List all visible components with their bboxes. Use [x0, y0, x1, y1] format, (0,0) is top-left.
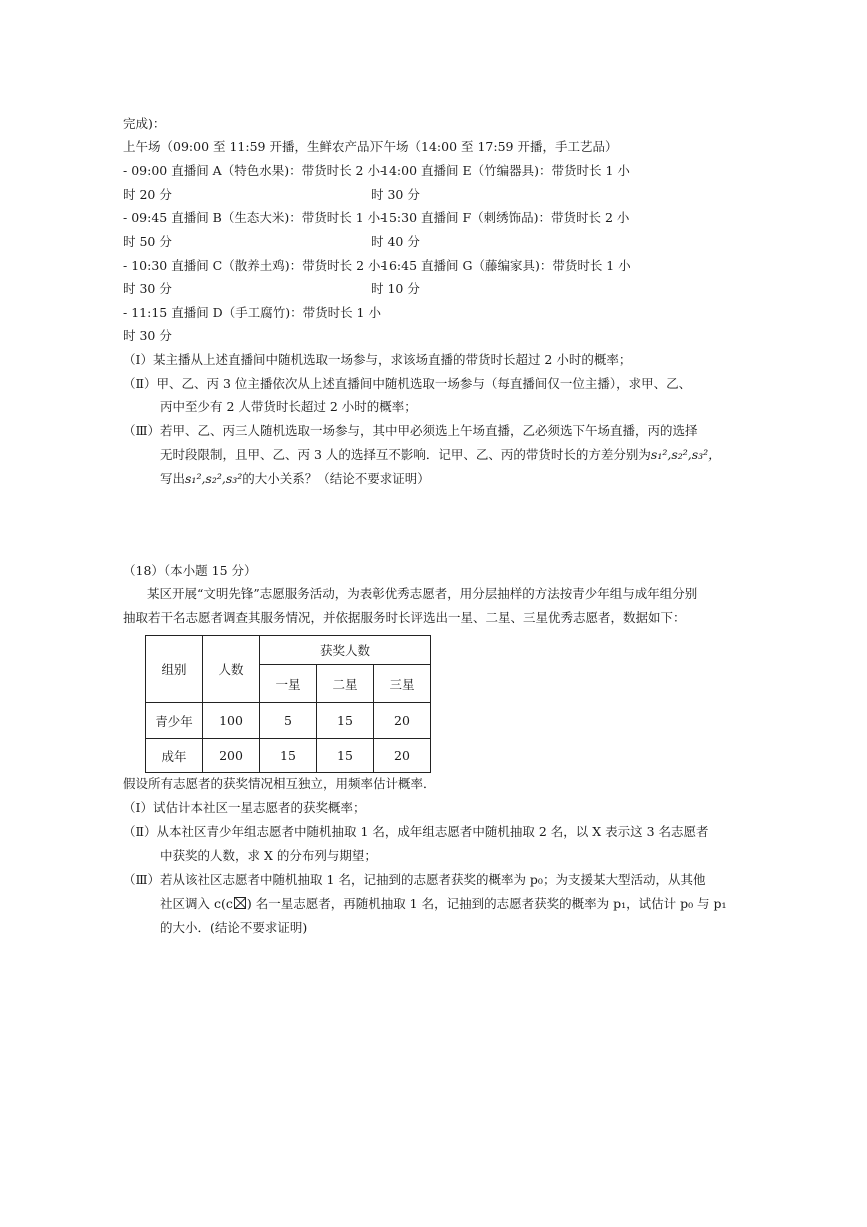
missing-symbol-icon [234, 897, 246, 909]
q17-part1: （Ⅰ）某主播从上述直播间中随机选取一场参与，求该场直播的带货时长超过 2 小时的概率； [123, 352, 632, 367]
schedule-b2-1: 时 40 分 [371, 234, 420, 249]
q18-part3-line2 [160, 896, 727, 912]
schedule-a-1: - 09:45 直播间 B（生态大米)：带货时长 1 小- [123, 210, 385, 225]
schedule-a2-2: 时 30 分 [123, 281, 172, 296]
schedule-b-1: 15:30 直播间 F（刺绣饰品)：带货时长 2 小 [381, 210, 630, 225]
header-award: 获奖人数 [260, 636, 431, 665]
cell-count: 100 [203, 703, 260, 739]
cell-star2: 15 [317, 703, 374, 739]
morning-header: 上午场（09:00 至 11:59 开播，生鲜农产品） [123, 139, 382, 154]
cell-group: 成年 [146, 739, 203, 773]
q17-part2-line2: 丙中至少有 2 人带货时长超过 2 小时的概率； [160, 399, 417, 414]
variance-symbols: s₁²,s₂²,s₃²， [650, 447, 721, 462]
q18-intro-line1: 某区开展“文明先锋”志愿服务活动，为表彰优秀志愿者，用分层抽样的方法按青少年组与成年组分别 [147, 586, 698, 601]
header-star2: 二星 [317, 665, 374, 703]
afternoon-header: 下午场（14:00 至 17:59 开播，手工艺品） [371, 139, 618, 154]
q18-part3-line3: 的大小．(结论不要求证明) [160, 920, 308, 935]
cell-star1: 5 [260, 703, 317, 739]
schedule-a2-0: 时 20 分 [123, 187, 172, 202]
q18-assumption: 假设所有志愿者的获奖情况相互独立，用频率估计概率． [123, 776, 436, 791]
q17-part3-line3-pre: 写出 [160, 471, 186, 486]
q17-part3-line1: （Ⅲ）若甲、乙、丙三人随机选取一场参与，其中甲必须选上午场直播，乙必须选下午场直播，丙的选择 [123, 423, 698, 438]
q17-part3-line3 [160, 471, 430, 487]
q18-part3-line1: （Ⅲ）若从该社区志愿者中随机抽取 1 名，记抽到的志愿者获奖的概率为 p₀；为支援某大型活动，从其他 [123, 872, 706, 887]
q18-header: （18）（本小题 15 分） [123, 563, 257, 578]
award-table [145, 635, 431, 773]
table-row [146, 739, 431, 773]
header-group: 组别 [146, 636, 203, 703]
q17-part3-line3-post: 的大小关系？（结论不要求证明） [242, 471, 430, 486]
schedule-a2-3: 时 30 分 [123, 328, 172, 343]
cell-star3: 20 [374, 739, 431, 773]
q18-part1: （Ⅰ）试估计本社区一星志愿者的获奖概率； [123, 800, 366, 815]
schedule-a-2: - 10:30 直播间 C（散养土鸡)：带货时长 2 小- [123, 258, 385, 273]
q18-intro-line2: 抽取若干名志愿者调查其服务情况，并依据服务时长评选出一星、二星、三星优秀志愿者，数据如下： [123, 610, 686, 625]
header-count: 人数 [203, 636, 260, 703]
q18-part2-line2: 中获奖的人数，求 X 的分布列与期望； [160, 848, 377, 863]
q18-part2-line1: （Ⅱ）从本社区青少年组志愿者中随机抽取 1 名，成年组志愿者中随机抽取 2 名，以 X 表示这 3 名志愿者 [123, 824, 709, 839]
schedule-b-2: 16:45 直播间 G（藤编家具)：带货时长 1 小 [381, 258, 631, 273]
q17-part2-line1: （Ⅱ）甲、乙、丙 3 位主播依次从上述直播间中随机选取一场参与（每直播间仅一位主播），求甲、乙、 [123, 376, 692, 391]
cell-star2: 15 [317, 739, 374, 773]
table-row [146, 703, 431, 739]
schedule-b2-0: 时 30 分 [371, 187, 420, 202]
header-star3: 三星 [374, 665, 431, 703]
schedule-b2-2: 时 10 分 [371, 281, 420, 296]
q17-part3-line2-text: 无时段限制，且甲、乙、丙 3 人的选择互不影响．记甲、乙、丙的带货时长的方差分别为 [160, 447, 651, 462]
cell-star1: 15 [260, 739, 317, 773]
schedule-a-3: - 11:15 直播间 D（手工腐竹)：带货时长 1 小 [123, 305, 381, 320]
q17-part3-line2 [160, 447, 721, 463]
schedule-a-0: - 09:00 直播间 A（特色水果)：带货时长 2 小- [123, 163, 385, 178]
q18-part3-line2-post: ) 名一星志愿者，再随机抽取 1 名，记抽到的志愿者获奖的概率为 p₁，试估计 p₀ 与 p₁ [246, 896, 727, 911]
intro-text: 完成)： [123, 116, 166, 131]
q18-part3-line2-pre: 社区调入 c(c [160, 896, 233, 911]
schedule-b-0: 14:00 直播间 E（竹编器具)：带货时长 1 小 [381, 163, 630, 178]
cell-star3: 20 [374, 703, 431, 739]
cell-group: 青少年 [146, 703, 203, 739]
header-star1: 一星 [260, 665, 317, 703]
schedule-a2-1: 时 50 分 [123, 234, 172, 249]
cell-count: 200 [203, 739, 260, 773]
variance-symbols-2: s₁²,s₂²,s₃² [185, 471, 243, 486]
